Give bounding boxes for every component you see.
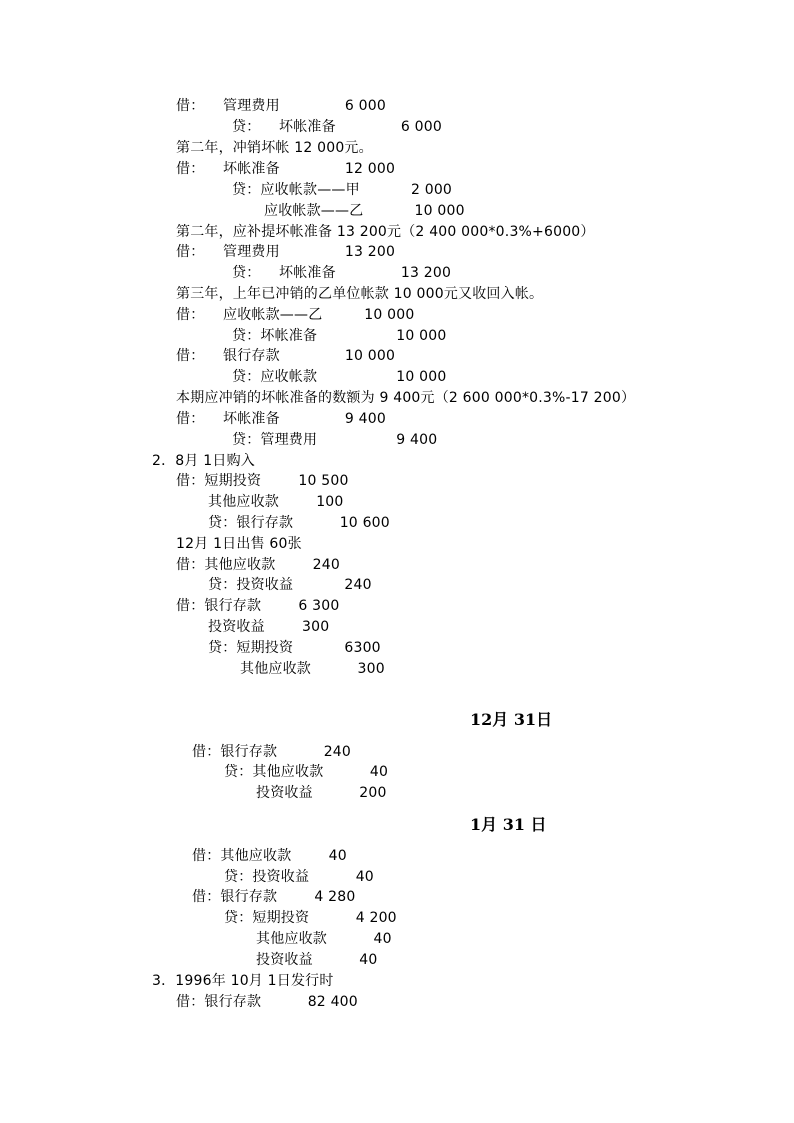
entry-line: 贷：管理费用 9 400 [232, 432, 438, 448]
entry-line: 借：银行存款 82 400 [176, 994, 358, 1010]
entry-line: 借： 应收帐款——乙 10 000 [176, 307, 415, 323]
entry-line: 借：银行存款 240 [192, 744, 352, 760]
entry-line: 第二年，冲销坏帐 12 000元。 [176, 140, 373, 156]
section-number: 2．8月 1日购入 [152, 453, 255, 469]
entry-line: 贷：短期投资 4 200 [224, 910, 397, 926]
entry-line: 借： 银行存款 10 000 [176, 348, 396, 364]
entry-line: 其他应收款 300 [240, 661, 385, 677]
entry-line: 借：短期投资 10 500 [176, 473, 349, 489]
entry-line: 借：其他应收款 240 [176, 557, 340, 573]
entry-line: 贷：应收帐款 10 000 [232, 369, 447, 385]
entry-line: 借：银行存款 6 300 [176, 598, 340, 614]
entry-line: 贷：银行存款 10 600 [208, 515, 390, 531]
entry-line: 借： 管理费用 13 200 [176, 244, 396, 260]
entry-line: 投资收益 300 [208, 619, 330, 635]
entry-line: 第三年，上年已冲销的乙单位帐款 10 000元又收回入帐。 [176, 286, 544, 302]
entry-line: 贷： 坏帐准备 13 200 [232, 265, 452, 281]
entry-line: 借： 坏帐准备 9 400 [176, 411, 386, 427]
entry-line: 12月 1日出售 60张 [176, 536, 302, 552]
entry-line: 贷：短期投资 6300 [208, 640, 381, 656]
date-heading: 12月 31日 [470, 710, 553, 729]
entry-line: 第二年，应补提坏帐准备 13 200元（2 400 000*0.3%+6000） [176, 224, 595, 240]
entry-line: 贷：坏帐准备 10 000 [232, 328, 447, 344]
entry-line: 贷：投资收益 240 [208, 577, 372, 593]
entry-line: 应收帐款——乙 10 000 [264, 203, 465, 219]
entry-line: 其他应收款 40 [256, 931, 392, 947]
entry-line: 本期应冲销的坏帐准备的数额为 9 400元（2 600 000*0.3%-17 200） [176, 390, 636, 406]
date-heading: 1月 31 日 [470, 815, 547, 834]
entry-line: 贷： 坏帐准备 6 000 [232, 119, 442, 135]
entry-line: 贷：投资收益 40 [224, 869, 374, 885]
entry-line: 借：其他应收款 40 [192, 848, 347, 864]
entry-line: 借：银行存款 4 280 [192, 889, 356, 905]
entry-line: 借： 坏帐准备 12 000 [176, 161, 396, 177]
entry-line: 贷：其他应收款 40 [224, 764, 389, 780]
entry-line: 投资收益 200 [256, 785, 387, 801]
entry-line: 借： 管理费用 6 000 [176, 98, 386, 114]
entry-line: 贷：应收帐款——甲 2 000 [232, 182, 453, 198]
entry-line: 其他应收款 100 [208, 494, 344, 510]
section-number: 3．1996年 10月 1日发行时 [152, 973, 334, 989]
entry-line: 投资收益 40 [256, 952, 378, 968]
